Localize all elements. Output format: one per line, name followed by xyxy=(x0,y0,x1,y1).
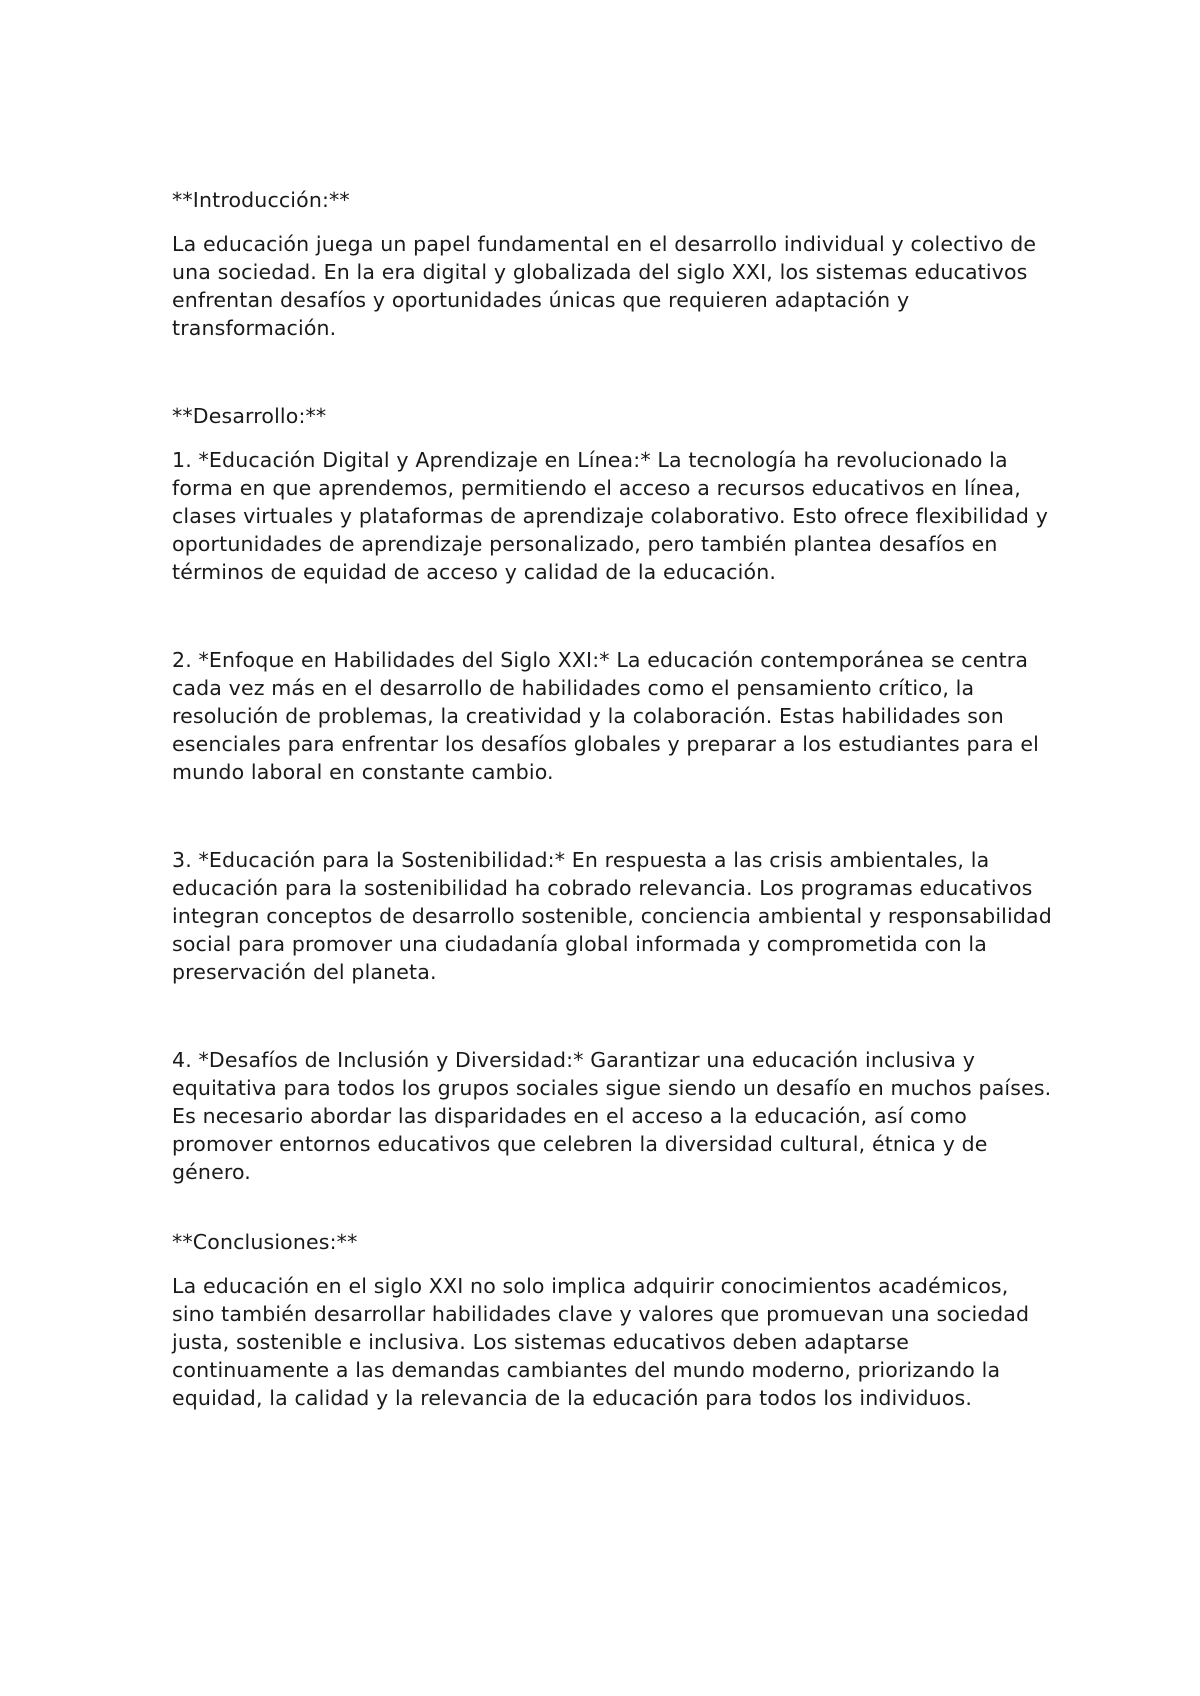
development-item-2: 2. *Enfoque en Habilidades del Siglo XXI:* La educación contemporánea se centra cada vez más en el desarrollo de habilidades como el pensamiento crítico, la resolución de problemas, la creatividad y la colaboración. Estas habilidades son esenciales para enfrentar los desafíos globales y preparar a los estudiantes para el mundo laboral en constante cambio. xyxy=(172,648,1039,784)
intro-paragraph: La educación juega un papel fundamental en el desarrollo individual y colectivo de una sociedad. En la era digital y globalizada del siglo XXI, los sistemas educativos enfrentan desafíos y oportunidades únicas que requieren adaptación y transformación. xyxy=(172,232,1037,340)
development-item-3: 3. *Educación para la Sostenibilidad:* En respuesta a las crisis ambientales, la educación para la sostenibilidad ha cobrado relevancia. Los programas educativos integran conceptos de desarrollo sostenible, conciencia ambiental y responsabilidad social para promover una ciudadanía global informada y comprometida con la preservación del planeta. xyxy=(172,848,1052,984)
conclusions-heading: **Conclusiones:** xyxy=(172,1230,358,1254)
conclusions-paragraph: La educación en el siglo XXI no solo implica adquirir conocimientos académicos, sino también desarrollar habilidades clave y valores que promuevan una sociedad justa, sostenible e inclusiva. Los sistemas educativos deben adaptarse continuamente a las demandas cambiantes del mundo moderno, priorizando la equidad, la calidad y la relevancia de la educación para todos los individuos. xyxy=(172,1274,1030,1410)
development-item-1: 1. *Educación Digital y Aprendizaje en Línea:* La tecnología ha revolucionado la forma en que aprendemos, permitiendo el acceso a recursos educativos en línea, clases virtuales y plataformas de aprendizaje colaborativo. Esto ofrece flexibilidad y oportunidades de aprendizaje personalizado, pero también plantea desafíos en términos de equidad de acceso y calidad de la educación. xyxy=(172,448,1049,584)
intro-heading: **Introducción:** xyxy=(172,188,350,212)
development-item-4: 4. *Desafíos de Inclusión y Diversidad:* Garantizar una educación inclusiva y equitativa para todos los grupos sociales sigue siendo un desafío en muchos países. Es necesario abordar las disparidades en el acceso a la educación, así como promover entornos educativos que celebren la diversidad cultural, étnica y de género. xyxy=(172,1048,1052,1184)
development-heading: **Desarrollo:** xyxy=(172,404,327,428)
document-body xyxy=(172,186,1052,1412)
